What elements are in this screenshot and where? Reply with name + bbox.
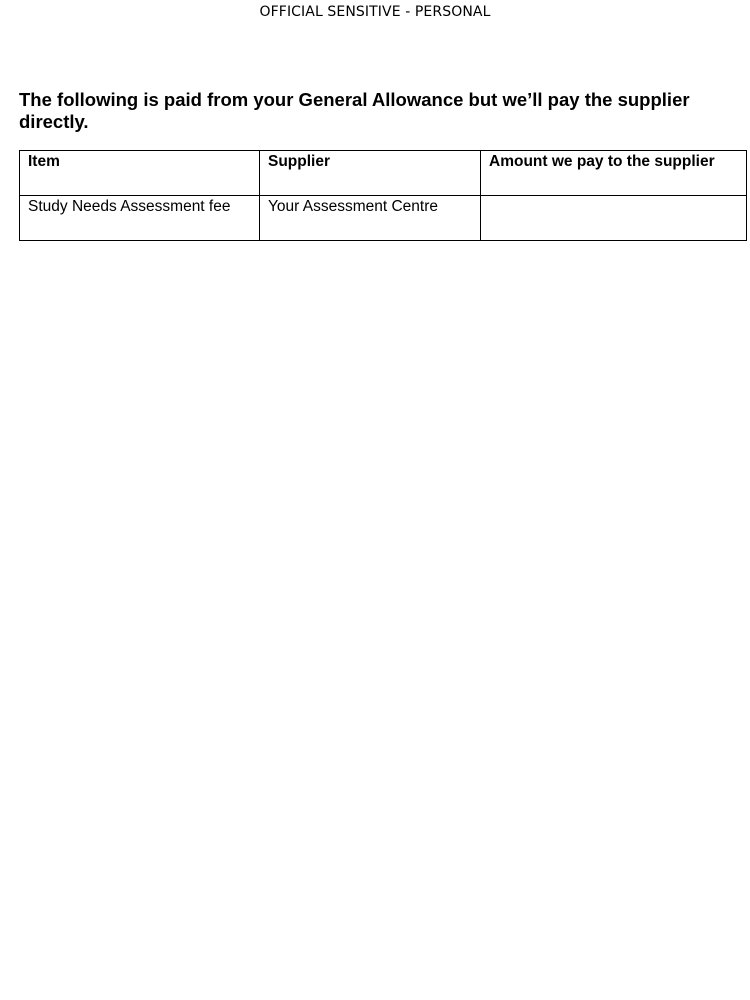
payments-table: [19, 150, 747, 241]
cell-amount: [481, 196, 747, 241]
cell-supplier: Your Assessment Centre: [260, 196, 481, 241]
classification-banner: OFFICIAL SENSITIVE - PERSONAL: [259, 4, 491, 20]
section-heading: The following is paid from your General Allowance but we’ll pay the supplier directly.: [19, 89, 690, 132]
column-header-supplier: Supplier: [260, 151, 481, 196]
column-header-amount: Amount we pay to the supplier: [481, 151, 747, 196]
table-row: [20, 196, 747, 241]
table-header-row: [20, 151, 747, 196]
column-header-item: Item: [20, 151, 260, 196]
cell-item: Study Needs Assessment fee: [20, 196, 260, 241]
